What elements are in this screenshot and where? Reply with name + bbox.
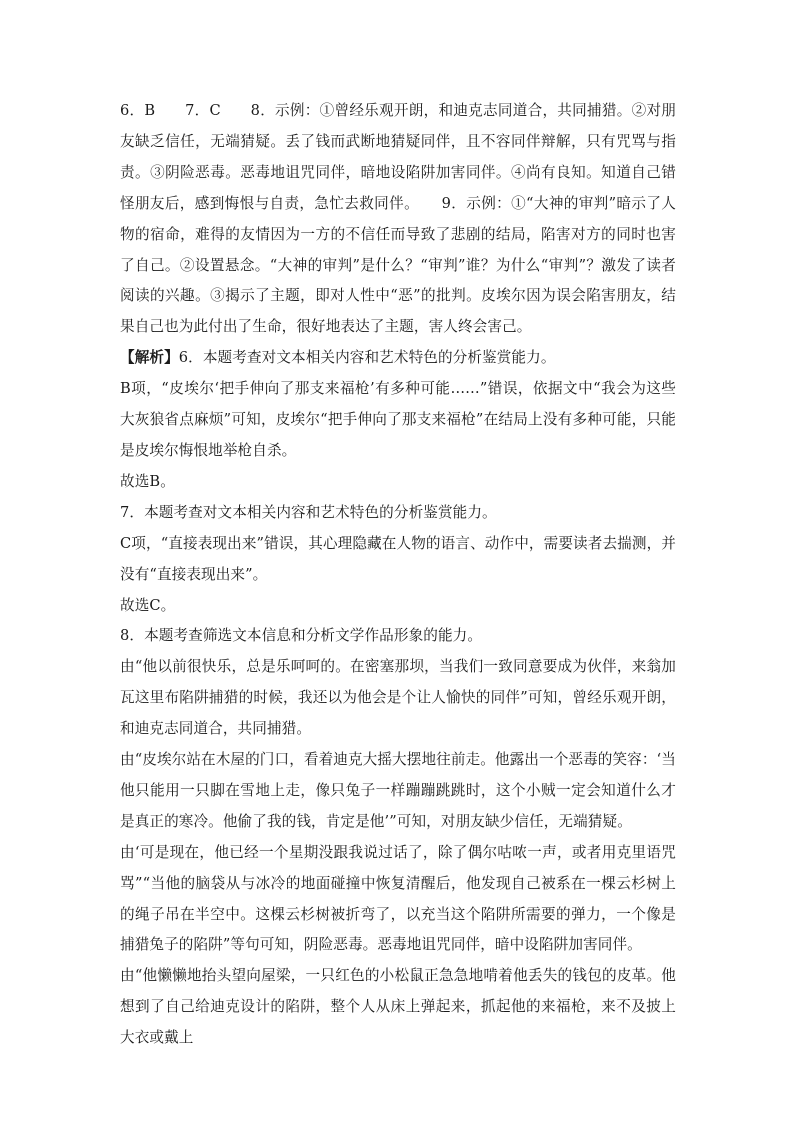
analysis-q6-intro bbox=[120, 343, 676, 374]
q8-paragraph-2: 由“皮埃尔站在木屋的门口，看着迪克大摇大摆地往前走。他露出一个恶毒的笑容：‘当他只能用一只脚在雪地上走，像只兔子一样蹦蹦跳跳时，这个小贼一定会知道什么才是真正的寒冷。他偷了我的钱，肯定是他’”可知，对朋友缺少信任，无端猜疑。 bbox=[120, 751, 676, 830]
analysis-label: 【解析】 bbox=[120, 349, 179, 367]
q7-body: C项，“直接表现出来”错误，其心理隐藏在人物的语言、动作中，需要读者去揣测，并没有“直接表现出来”。 bbox=[120, 534, 676, 583]
q6-intro-text: 6．本题考查对文本相关内容和艺术特色的分析鉴赏能力。 bbox=[178, 349, 556, 367]
q6-body: B项，“皮埃尔‘把手伸向了那支来福枪’有多种可能……”错误，依据文中“我会为这些大灰狼省点麻烦”可知，皮埃尔“把手伸向了那支来福枪”在结局上没有多种可能，只能是皮埃尔悔恨地举枪自杀。 bbox=[120, 380, 676, 459]
answer-paragraph: 6．B 7．C 8．示例：①曾经乐观开朗，和迪克志同道合，共同捕猎。②对朋友缺乏信任，无端猜疑。丢了钱而武断地猜疑同伴，且不容同伴辩解，只有咒骂与指责。③阴险恶毒。恶毒地诅咒同伴，暗地设陷阱加害同伴。④尚有良知。知道自己错怪朋友后，感到悔恨与自责，急忙去救同伴。 9．示例：①“大神的审判”暗示了人物的宿命，难得的友情因为一方的不信任而导致了悲剧的结局，陷害对方的同时也害了自己。②设置悬念。“大神的审判”是什么？“审判”谁？为什么“审判”？激发了读者阅读的兴趣。③揭示了主题，即对人性中“恶”的批判。皮埃尔因为误会陷害朋友，结果自己也为此付出了生命，很好地表达了主题，害人终会害己。 bbox=[120, 102, 676, 336]
q8-paragraph-4: 由“他懒懒地抬头望向屋梁，一只红色的小松鼠正急急地啃着他丢失的钱包的皮革。他想到了自己给迪克设计的陷阱，整个人从床上弹起来，抓起他的来福枪，来不及披上大衣或戴上 bbox=[120, 967, 676, 1047]
q8-paragraph-3: 由‘可是现在，他已经一个星期没跟我说过话了，除了偶尔咕哝一声，或者用克里语咒骂”“当他的脑袋从与冰冷的地面碰撞中恢复清醒后，他发现自己被系在一棵云杉树上的绳子吊在半空中。这棵云杉树被折弯了，以充当这个陷阱所需要的弹力，一个像是捕猎兔子的陷阱”等句可知，阴险恶毒。恶毒地诅咒同伴，暗中设陷阱加害同伴。 bbox=[120, 843, 676, 954]
q7-choice: 故选C。 bbox=[120, 596, 176, 614]
q7-intro: 7．本题考查对文本相关内容和艺术特色的分析鉴赏能力。 bbox=[120, 503, 497, 521]
q8-intro: 8．本题考查筛选文本信息和分析文学作品形象的能力。 bbox=[120, 627, 483, 645]
document-page bbox=[120, 96, 676, 1054]
q8-paragraph-1: 由“他以前很快乐，总是乐呵呵的。在密塞那坝，当我们一致同意要成为伙伴，来翁加瓦这里布陷阱捕猎的时候，我还以为他会是个让人愉快的同伴”可知，曾经乐观开朗，和迪克志同道合，共同捕猎。 bbox=[120, 658, 676, 738]
q6-choice: 故选B。 bbox=[120, 472, 175, 490]
